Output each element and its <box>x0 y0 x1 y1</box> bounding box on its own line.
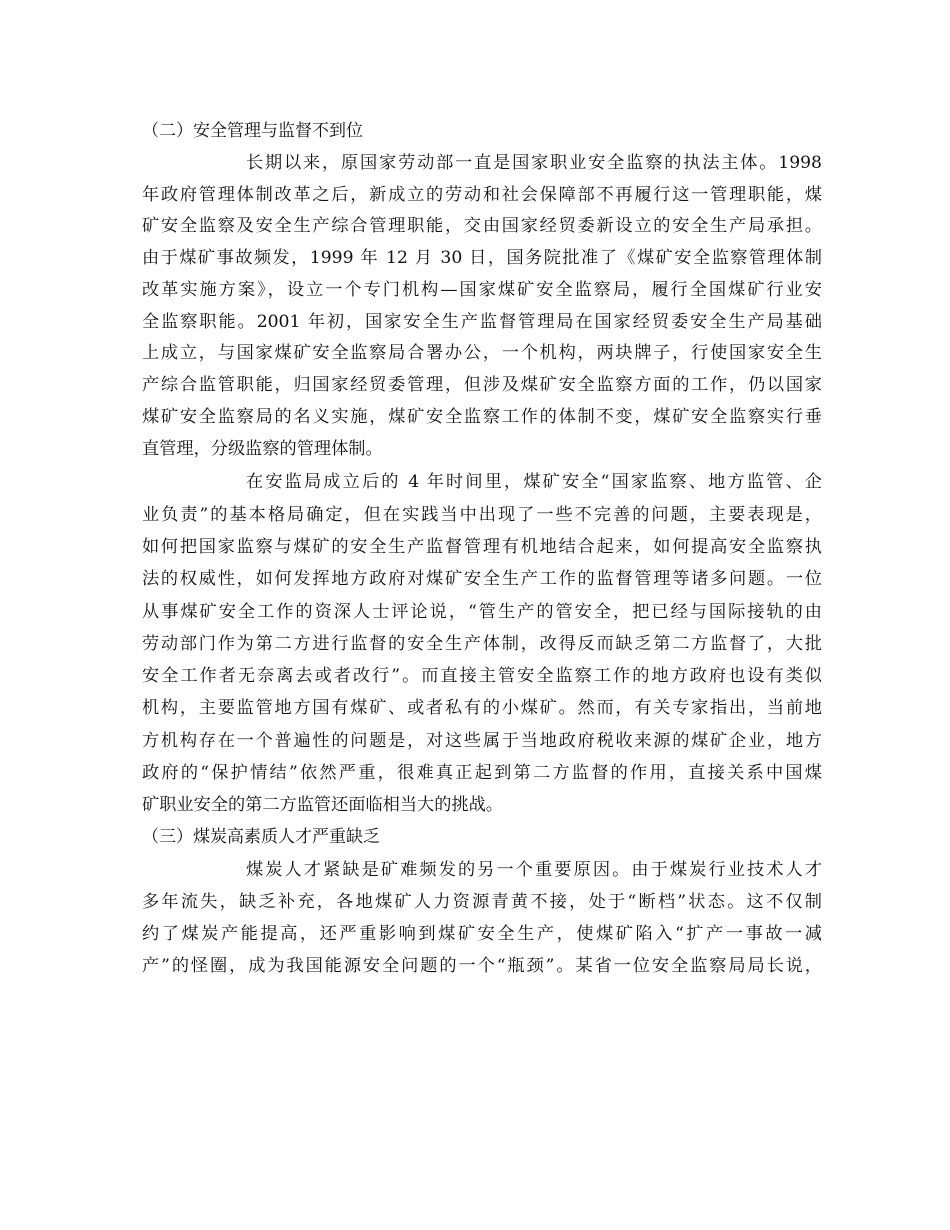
paragraph-line: 由于煤矿事故频发，1999 年 12 月 30 日，国务院批准了《煤矿安全监察管理体制 <box>142 248 822 268</box>
paragraph-line: 机构，主要监管地方国有煤矿、或者私有的小煤矿。然而，有关专家指出，当前地 <box>142 698 822 718</box>
paragraph-line: 约了煤炭产能提高，还严重影响到煤矿安全生产，使煤矿陷入“扩产一事故一减 <box>142 924 822 944</box>
paragraph-line: 安全工作者无奈离去或者改行”。而直接主管安全监察工作的地方政府也设有类似 <box>142 666 822 686</box>
paragraph-line: 上成立，与国家煤矿安全监察局合署办公，一个机构，两块牌子，行使国家安全生 <box>142 343 822 363</box>
section-heading: （三）煤炭高素质人才严重缺乏 <box>142 827 380 847</box>
paragraph-line: 在安监局成立后的 4 年时间里，煤矿安全“国家监察、地方监管、企 <box>246 472 822 492</box>
paragraph-line: 矿安全监察及安全生产综合管理职能，交由国家经贸委新设立的安全生产局承担。 <box>142 216 822 236</box>
paragraph-line: 年政府管理体制改革之后，新成立的劳动和社会保障部不再履行这一管理职能，煤 <box>142 185 822 205</box>
paragraph-line: 煤炭人才紧缺是矿难频发的另一个重要原因。由于煤炭行业技术人才 <box>246 860 822 880</box>
paragraph-line: 产”的怪圈，成为我国能源安全问题的一个“瓶颈”。某省一位安全监察局局长说， <box>142 956 822 976</box>
paragraph-line: 矿职业安全的第二方监管还面临相当大的挑战。 <box>142 795 503 815</box>
paragraph-line: 改革实施方案》，设立一个专门机构—国家煤矿安全监察局，履行全国煤矿行业安 <box>142 280 822 300</box>
section-heading: （二）安全管理与监督不到位 <box>142 121 363 141</box>
paragraph-line: 如何把国家监察与煤矿的安全生产监督管理有机地结合起来，如何提高安全监察执 <box>142 537 822 557</box>
paragraph-line: 政府的“保护情结”依然严重，很难真正起到第二方监督的作用，直接关系中国煤 <box>142 763 822 783</box>
paragraph-line: 全监察职能。2001 年初，国家安全生产监督管理局在国家经贸委安全生产局基础 <box>142 312 822 332</box>
paragraph-line: 长期以来，原国家劳动部一直是国家职业安全监察的执法主体。1998 <box>246 153 822 173</box>
paragraph-line: 煤矿安全监察局的名义实施，煤矿安全监察工作的体制不变，煤矿安全监察实行垂 <box>142 407 822 427</box>
paragraph-line: 直管理，分级监察的管理体制。 <box>142 439 383 459</box>
paragraph-line: 产综合监管职能，归国家经贸委管理，但涉及煤矿安全监察方面的工作，仍以国家 <box>142 375 822 395</box>
paragraph-line: 业负责”的基本格局确定，但在实践当中出现了一些不完善的问题，主要表现是， <box>142 505 822 525</box>
paragraph-line: 法的权威性，如何发挥地方政府对煤矿安全生产工作的监督管理等诸多问题。一位 <box>142 569 822 589</box>
paragraph-line: 方机构存在一个普遍性的问题是，对这些属于当地政府税收来源的煤矿企业，地方 <box>142 731 822 751</box>
paragraph-line: 劳动部门作为第二方进行监督的安全生产体制，改得反而缺乏第二方监督了，大批 <box>142 634 822 654</box>
paragraph-line: 多年流失，缺乏补充，各地煤矿人力资源青黄不接，处于“断档”状态。这不仅制 <box>142 892 822 912</box>
paragraph-line: 从事煤矿安全工作的资深人士评论说，“管生产的管安全，把已经与国际接轨的由 <box>142 602 822 622</box>
